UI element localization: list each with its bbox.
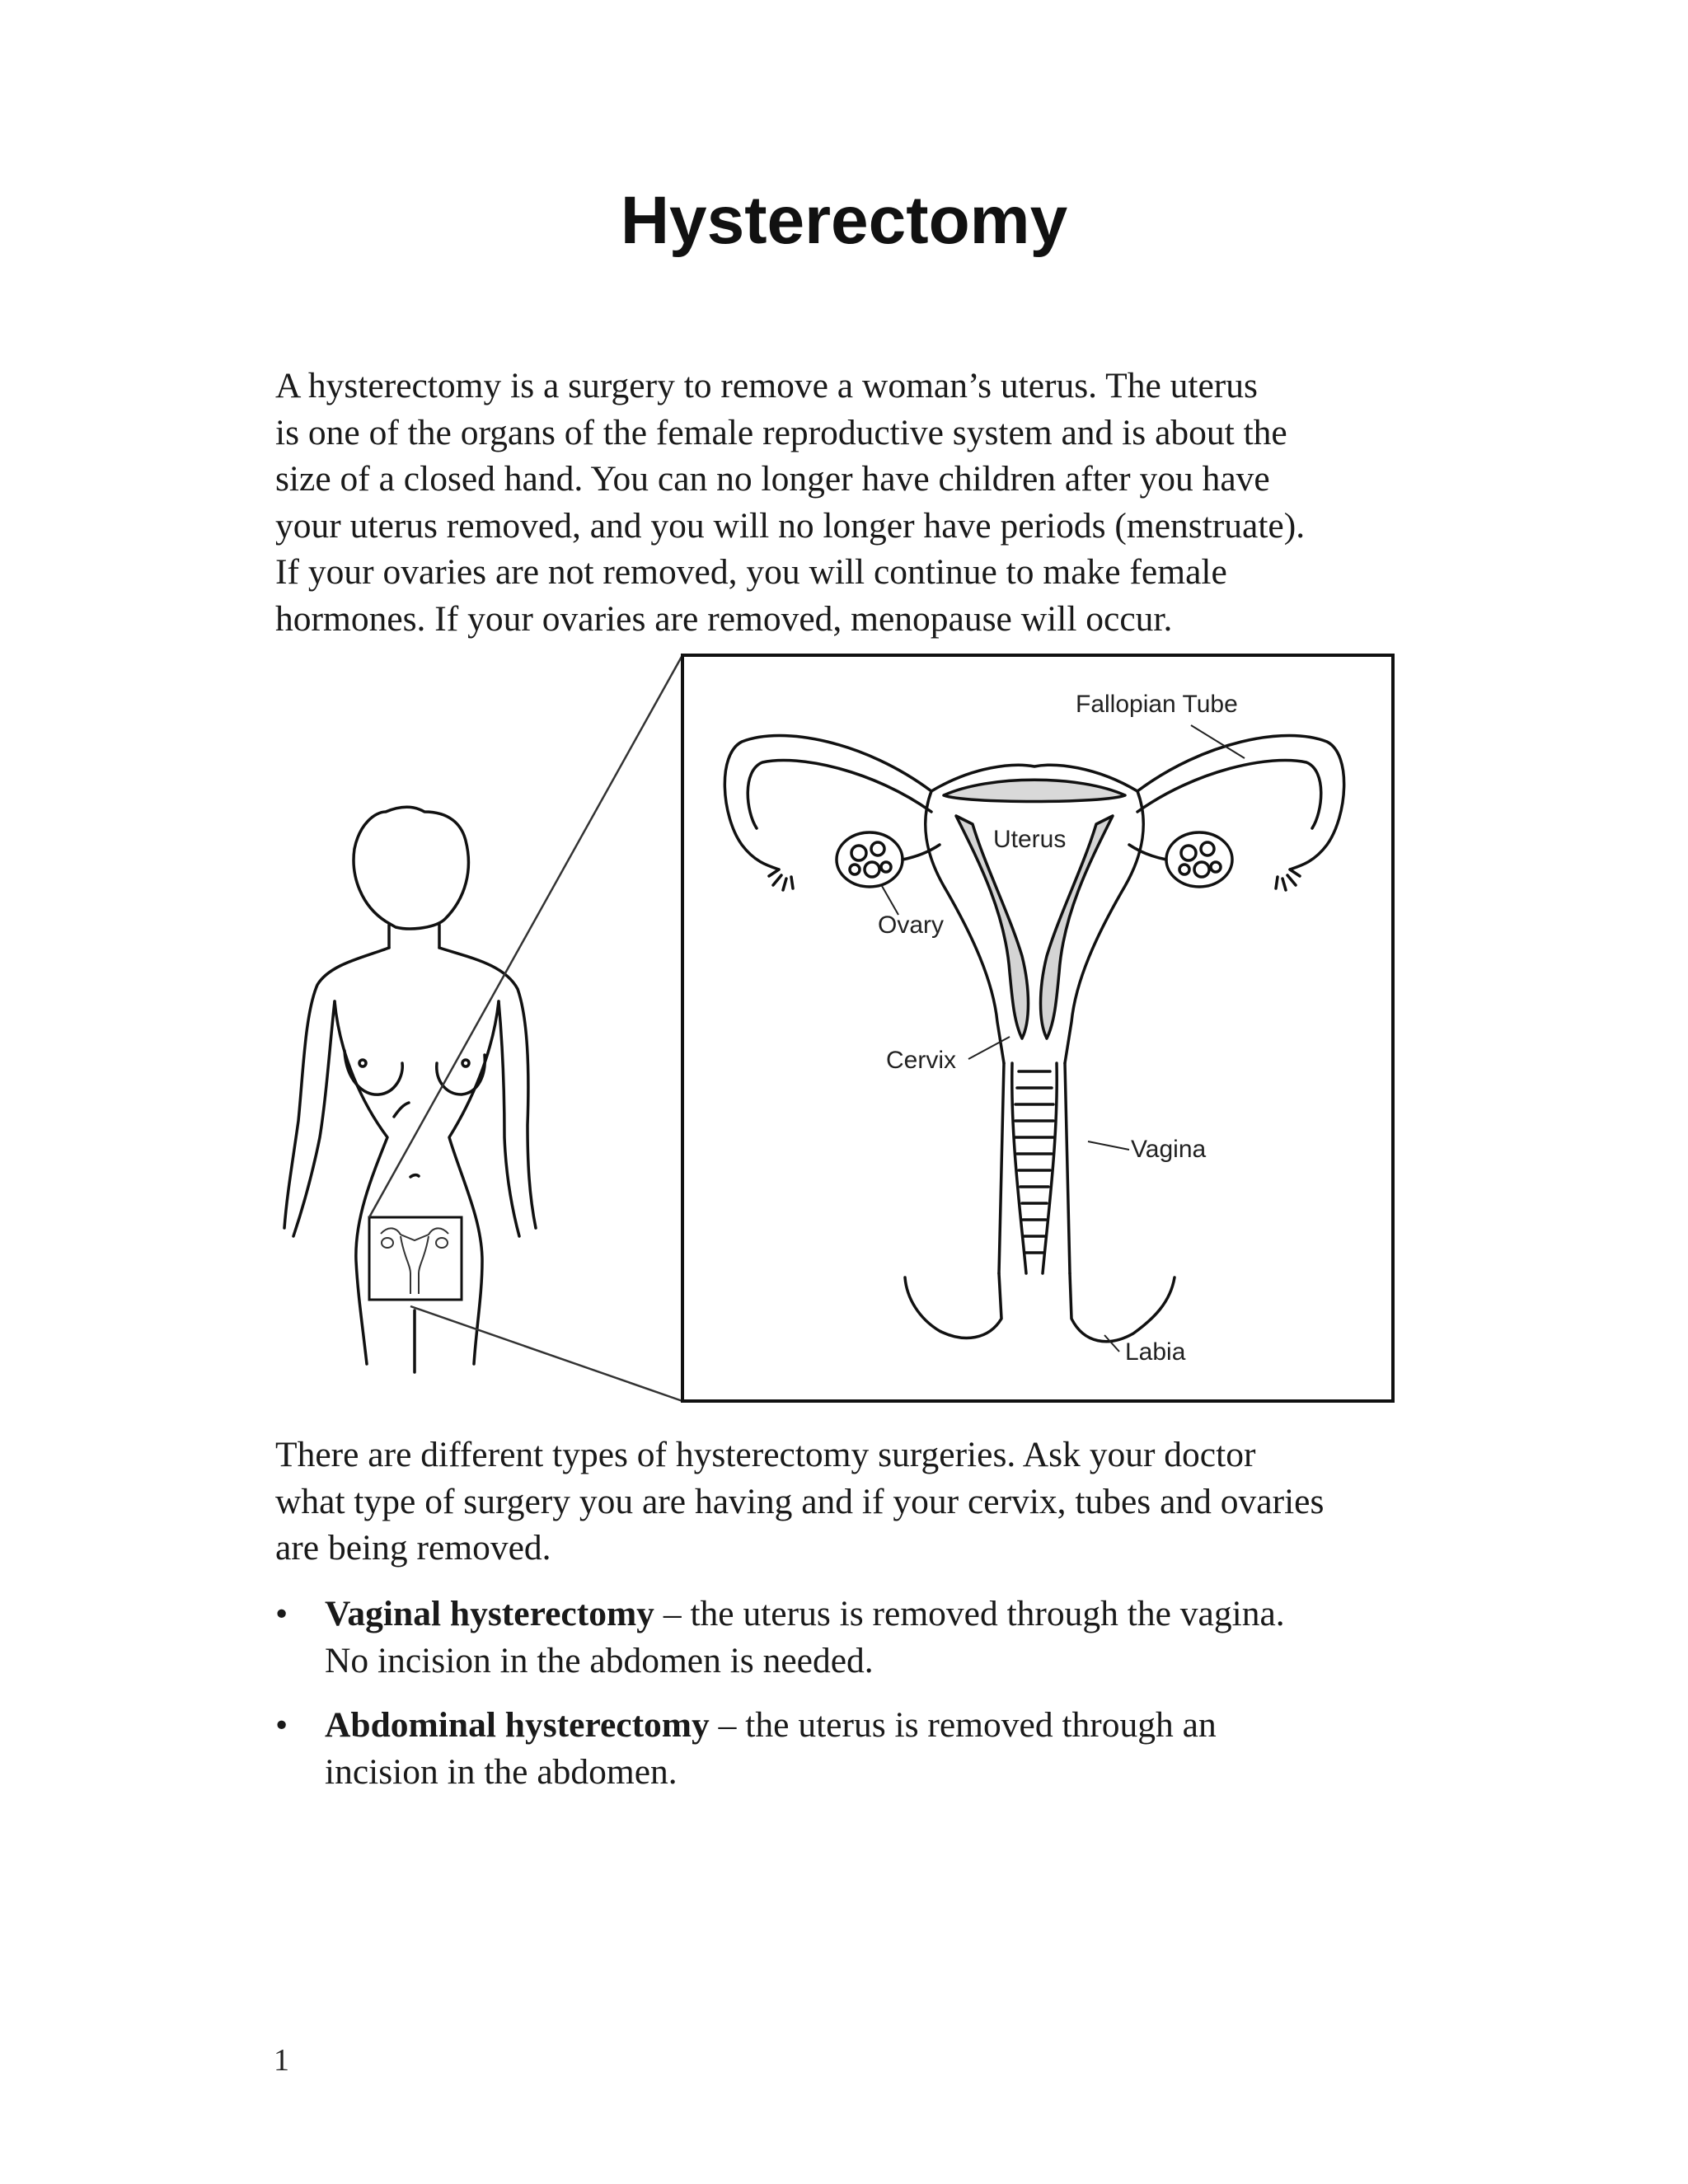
mini-uterus bbox=[381, 1228, 448, 1294]
intro-line: your uterus removed, and you will no longer have periods (menstruate). bbox=[275, 505, 1306, 546]
bullet-marker: • bbox=[275, 1594, 288, 1633]
label-uterus: Uterus bbox=[993, 826, 1067, 853]
page-number: 1 bbox=[274, 2043, 289, 2078]
label-ovary: Ovary bbox=[878, 912, 945, 939]
bullet-marker: • bbox=[275, 1705, 288, 1745]
bullet-text: incision in the abdomen. bbox=[325, 1751, 678, 1792]
inset-box bbox=[369, 1217, 462, 1300]
intro-line: is one of the organs of the female reproductive system and is about the bbox=[275, 412, 1287, 452]
types-intro-line: There are different types of hysterectomy surgeries. Ask your doctor bbox=[275, 1435, 1256, 1474]
label-labia: Labia bbox=[1125, 1338, 1186, 1366]
types-intro-line: are being removed. bbox=[275, 1528, 551, 1568]
zoom-line bbox=[369, 655, 682, 1217]
bullet-term: Abdominal hysterectomy bbox=[325, 1705, 710, 1745]
list-item bbox=[275, 1702, 1446, 1795]
bullet-text: – the uterus is removed through the vagina. bbox=[654, 1594, 1285, 1633]
types-intro-paragraph bbox=[275, 1432, 1446, 1572]
list-item bbox=[275, 1591, 1446, 1684]
label-cervix: Cervix bbox=[886, 1047, 957, 1074]
intro-line: size of a closed hand. You can no longer have children after you have bbox=[275, 459, 1270, 499]
label-fallopian-tube: Fallopian Tube bbox=[1076, 691, 1238, 718]
intro-line: hormones. If your ovaries are removed, menopause will occur. bbox=[275, 598, 1173, 639]
zoom-line bbox=[410, 1306, 682, 1401]
types-intro-line: what type of surgery you are having and if your cervix, tubes and ovaries bbox=[275, 1481, 1325, 1521]
intro-line: If your ovaries are not removed, you will continue to make female bbox=[275, 552, 1227, 592]
bullet-term: Vaginal hysterectomy bbox=[325, 1594, 654, 1633]
bullet-text: No incision in the abdomen is needed. bbox=[325, 1640, 874, 1680]
bullet-text: – the uterus is removed through an bbox=[709, 1705, 1217, 1745]
hysterectomy-types-list bbox=[275, 1591, 1446, 1813]
label-vagina: Vagina bbox=[1131, 1136, 1207, 1163]
intro-line: A hysterectomy is a surgery to remove a woman’s uterus. The uterus bbox=[275, 366, 1258, 405]
page-title: Hysterectomy bbox=[620, 183, 1068, 258]
